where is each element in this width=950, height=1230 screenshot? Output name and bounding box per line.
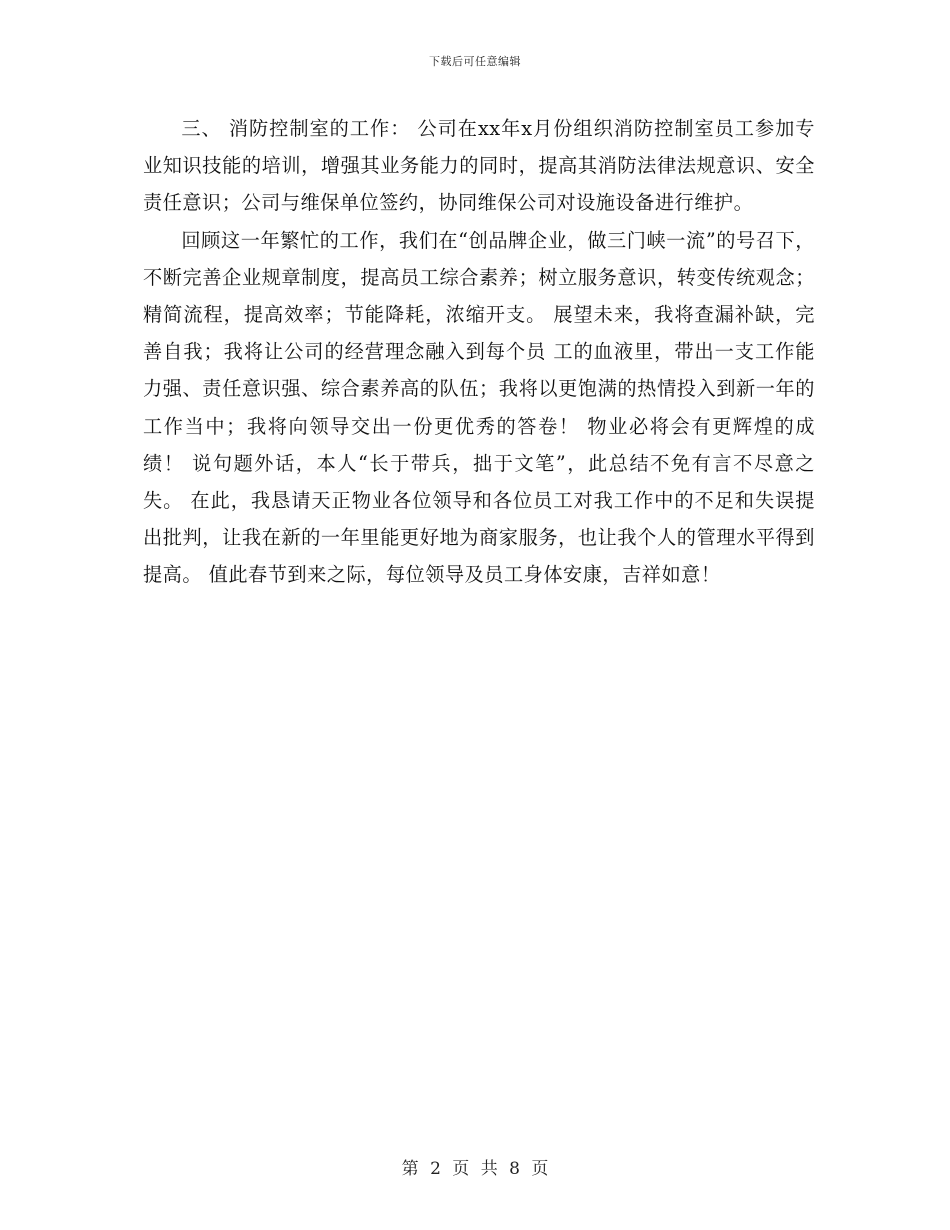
paragraph-year-review: 回顾这一年繁忙的工作，我们在“创品牌企业，做三门峡一流”的号召下，不断完善企业规章制度，提高员工综合素养；树立服务意识，转变传统观念；精简流程，提高效率；节能降耗，浓缩开支。 展望未来，我将查漏补缺，完善自我；我将让公司的经营理念融入到每个员 工的血液里，带出一支工作能力强、责任意识强、综合素养高的队伍；我将以更饱满的热情投入到新一年的工作当中；我将向领导交出一份更优秀的答卷！ 物业必将会有更辉煌的成绩！ 说句题外话，本人“长于带兵，拙于文笔”，此总结不免有言不尽意之失。 在此，我恳请天正物业各位领导和各位员工对我工作中的不足和失误提出批判，让我在新的一年里能更好地为商家服务，也让我个人的管理水平得到提高。 值此春节到来之际，每位领导及员工身体安康，吉祥如意！ — [143, 228, 815, 587]
page-header: 下载后可任意编辑 — [429, 55, 521, 68]
paragraph-fire-control-room: 三、 消防控制室的工作： 公司在xx年x月份组织消防控制室员工参加专业知识技能的培训，增强其业务能力的同时，提高其消防法律法规意识、安全责任意识；公司与维保单位签约，协同维保公司对设施设备进行维护。 — [143, 117, 815, 215]
page-number-footer: 第 2 页 共 8 页 — [401, 1159, 549, 1179]
document-body — [143, 110, 815, 594]
